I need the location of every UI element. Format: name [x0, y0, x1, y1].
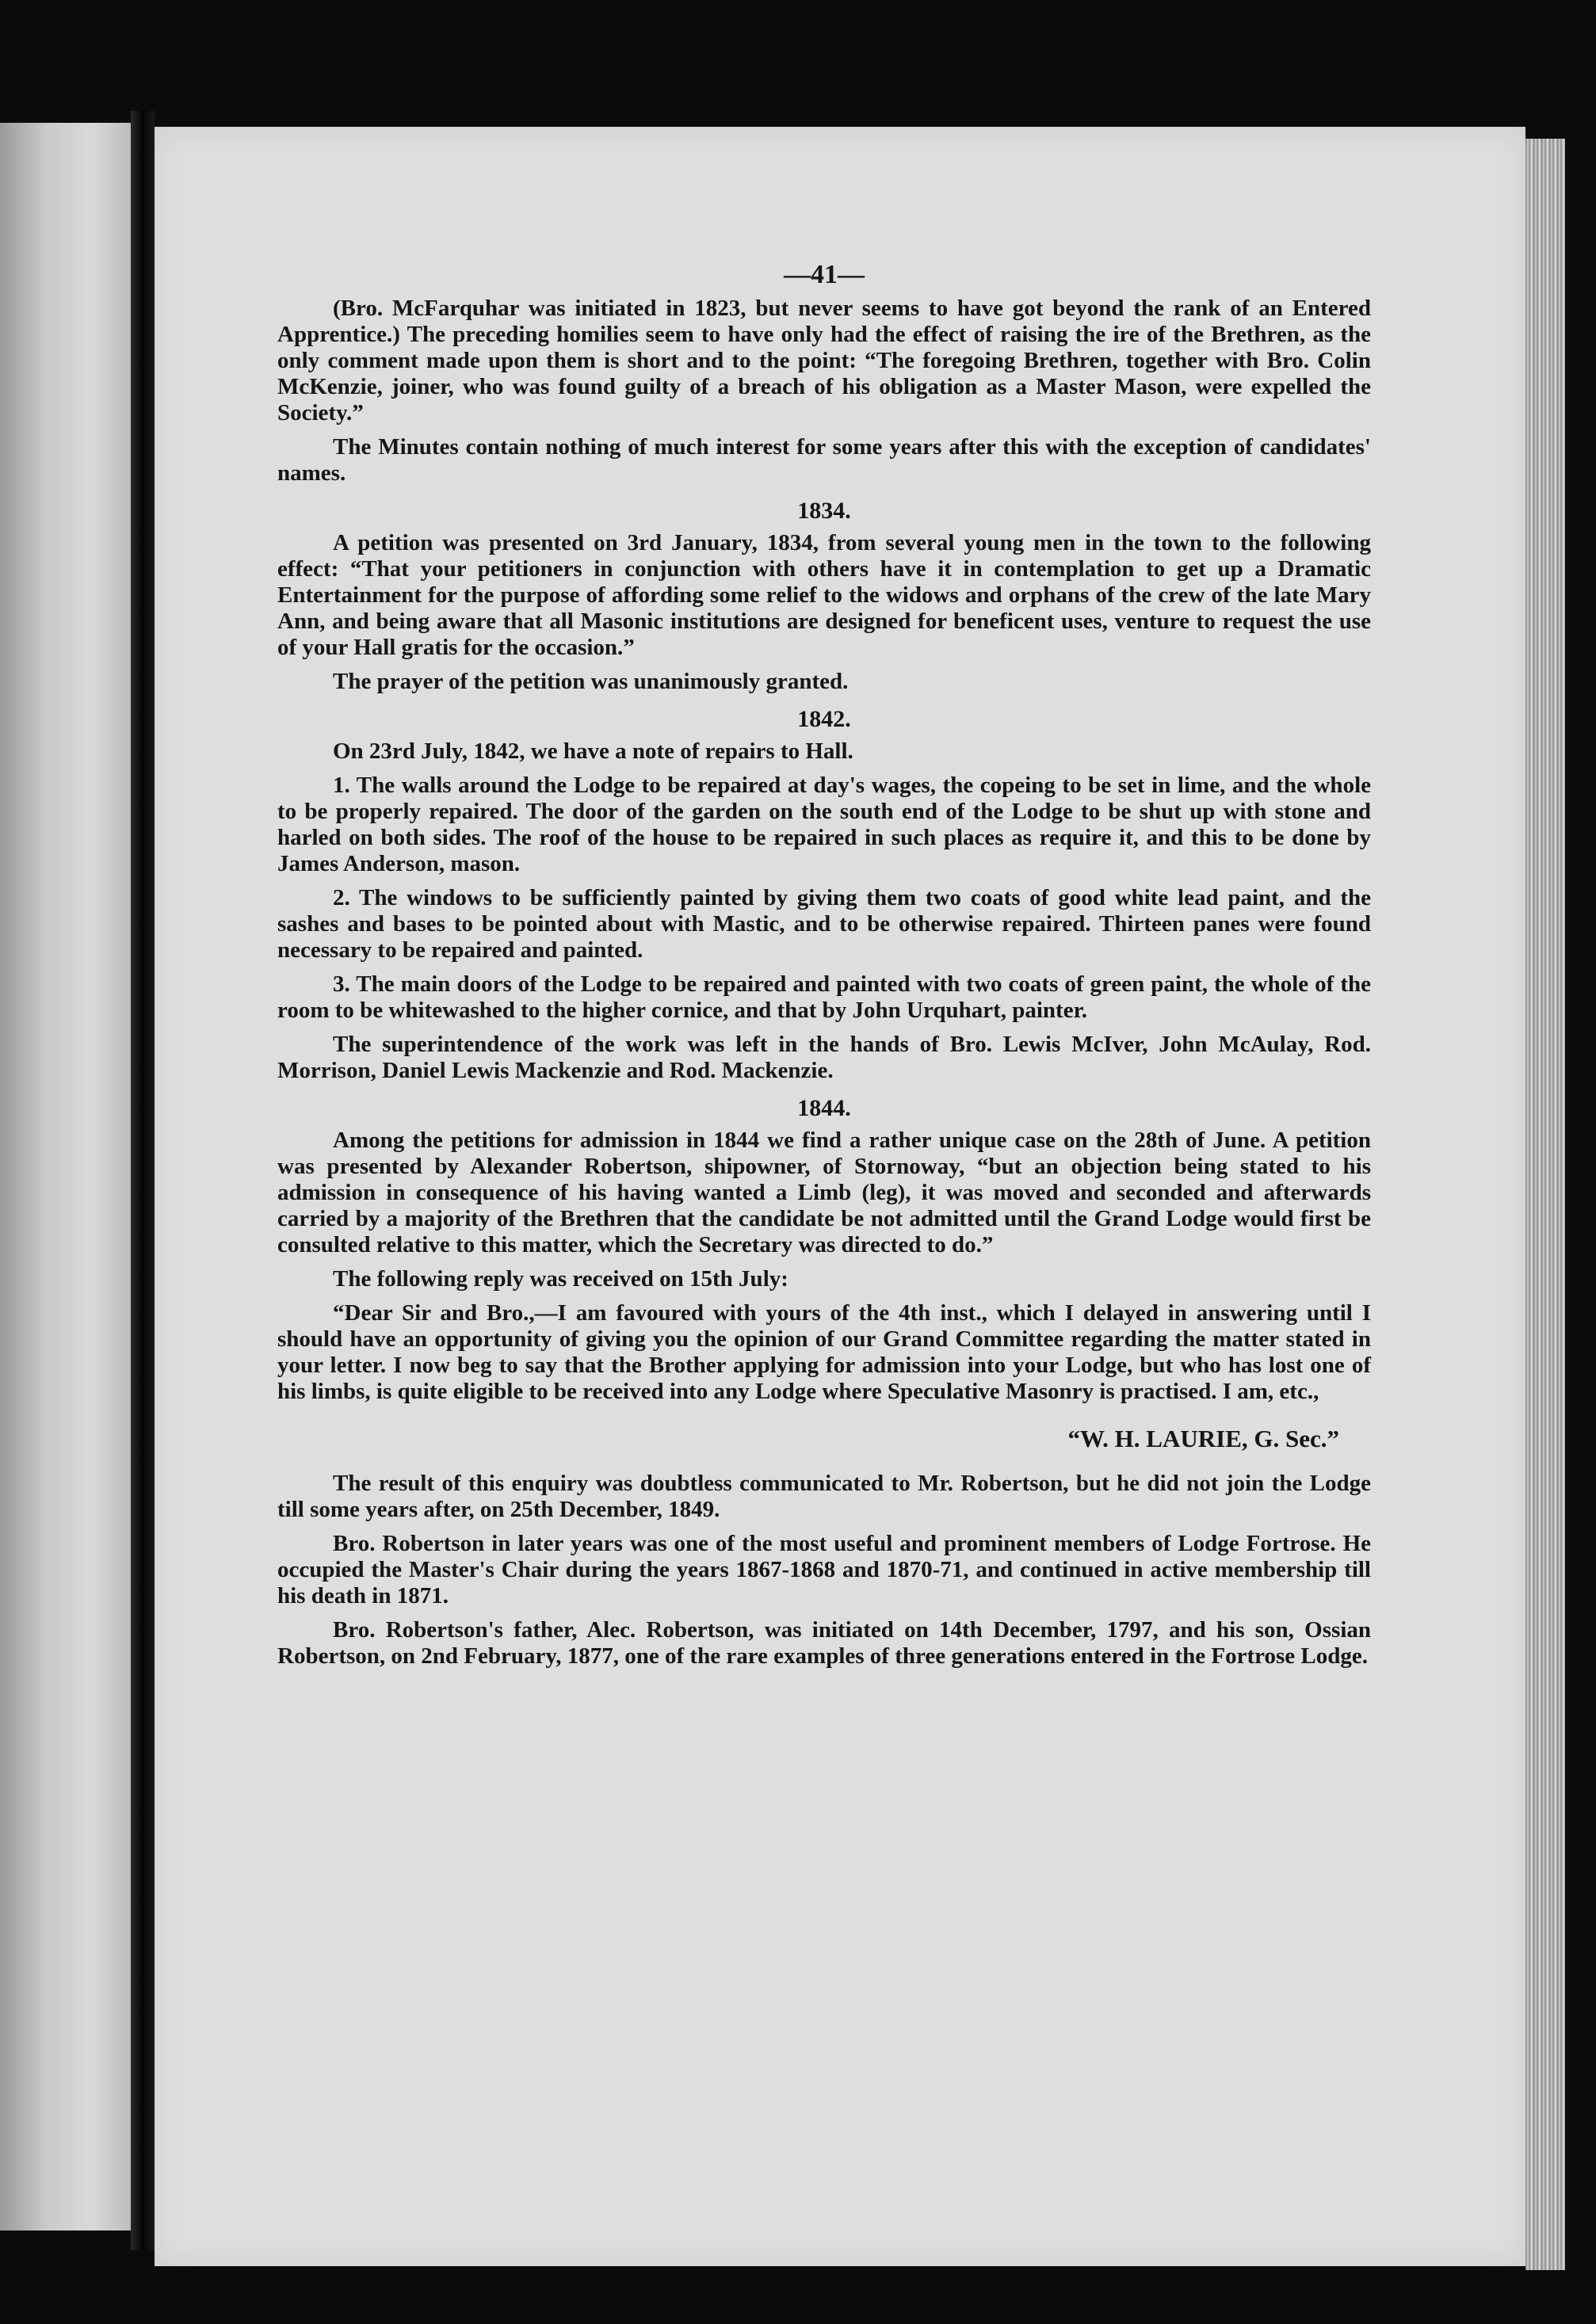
paragraph: Among the petitions for admission in 1844 we find a rather unique case on the 28th of June. A petition was presented by Alexander Robertson, shipowner, of Stornoway, “but an objection being stated to his admission in consequence of his having wanted a Limb (leg), it was moved and seconded and afterwards carried by a majority of the Brethren that the candidate be not admitted until the Grand Lodge would first be consulted relative to this matter, which the Secretary was directed to do.”: [277, 1128, 1371, 1257]
paragraph: On 23rd July, 1842, we have a note of repairs to Hall.: [333, 738, 853, 764]
paragraph: Bro. Robertson in later years was one of the most useful and prominent members of Lodge Fortrose. He occupied the Master's Chair during the years 1867-1868 and 1870-71, and continued in active membership till his death in 1871.: [277, 1531, 1371, 1608]
book-gutter: [131, 111, 155, 2250]
page-number: —41—: [784, 260, 865, 289]
repair-item-2: 2. The windows to be sufficiently painted by giving them two coats of good white lead paint, and the sashes and bases to be pointed about with Mastic, and to be otherwise repaired. Thirteen panes were found necessary to be repaired and painted.: [277, 885, 1371, 963]
paragraph: The result of this enquiry was doubtless communicated to Mr. Robertson, but he did not join the Lodge till some years after, on 25th December, 1849.: [277, 1471, 1371, 1522]
paragraph: (Bro. McFarquhar was initiated in 1823, but never seems to have got beyond the rank of an Entered Apprentice.) The preceding homilies seem to have only had the effect of raising the ire of the Brethren, as the only comment made upon them is short and to the point: “The foregoing Brethren, together with Bro. Colin McKenzie, joiner, who was found guilty of a breach of his obligation as a Master Mason, were expelled the Society.”: [277, 296, 1371, 425]
letter-signature: “W. H. LAURIE, G. Sec.”: [1067, 1425, 1339, 1452]
paragraph: The prayer of the petition was unanimously granted.: [333, 669, 849, 694]
facing-page-edge: [0, 123, 131, 2231]
paragraph: The following reply was received on 15th July:: [333, 1266, 788, 1292]
letter-quote: “Dear Sir and Bro.,—I am favoured with yours of the 4th inst., which I delayed in answering until I should have an opportunity of giving you the opinion of our Grand Committee regarding the matter stated in your letter. I now beg to say that the Brother applying for admission into your Lodge, but who has lost one of his limbs, is quite eligible to be received into any Lodge where Speculative Masonry is practised. I am, etc.,: [277, 1300, 1371, 1404]
repair-item-3: 3. The main doors of the Lodge to be repaired and painted with two coats of green paint, the whole of the room to be whitewashed to the higher cornice, and that by John Urquhart, painter.: [277, 971, 1371, 1023]
paragraph: Bro. Robertson's father, Alec. Robertson, was initiated on 14th December, 1797, and his son, Ossian Robertson, on 2nd February, 1877, one of the rare examples of three generations entered in the Fortrose Lodge.: [277, 1617, 1371, 1669]
repair-item-1: 1. The walls around the Lodge to be repaired at day's wages, the copeing to be set in lime, and the whole to be properly repaired. The door of the garden on the south end of the Lodge to be shut up with stone and harled on both sides. The roof of the house to be repaired in such places as require it, and this to be done by James Anderson, mason.: [277, 773, 1371, 876]
paragraph: The Minutes contain nothing of much interest for some years after this with the exception of candidates' names.: [277, 434, 1371, 486]
section-year-1842: 1842.: [797, 706, 851, 732]
page-text: [277, 261, 1371, 1677]
page-stack-edge: [1525, 139, 1565, 2270]
section-year-1834: 1834.: [797, 498, 851, 524]
paragraph: A petition was presented on 3rd January, 1834, from several young men in the town to the following effect: “That your petitioners in conjunction with others have it in contemplation to get up a Dramatic Entertainment for the purpose of affording some relief to the widows and orphans of the crew of the late Mary Ann, and being aware that all Masonic institutions are designed for beneficent uses, venture to request the use of your Hall gratis for the occasion.”: [277, 530, 1371, 660]
paragraph: The superintendence of the work was left in the hands of Bro. Lewis McIver, John McAulay, Rod. Morrison, Daniel Lewis Mackenzie and Rod. Mackenzie.: [277, 1032, 1371, 1083]
section-year-1844: 1844.: [797, 1095, 851, 1121]
